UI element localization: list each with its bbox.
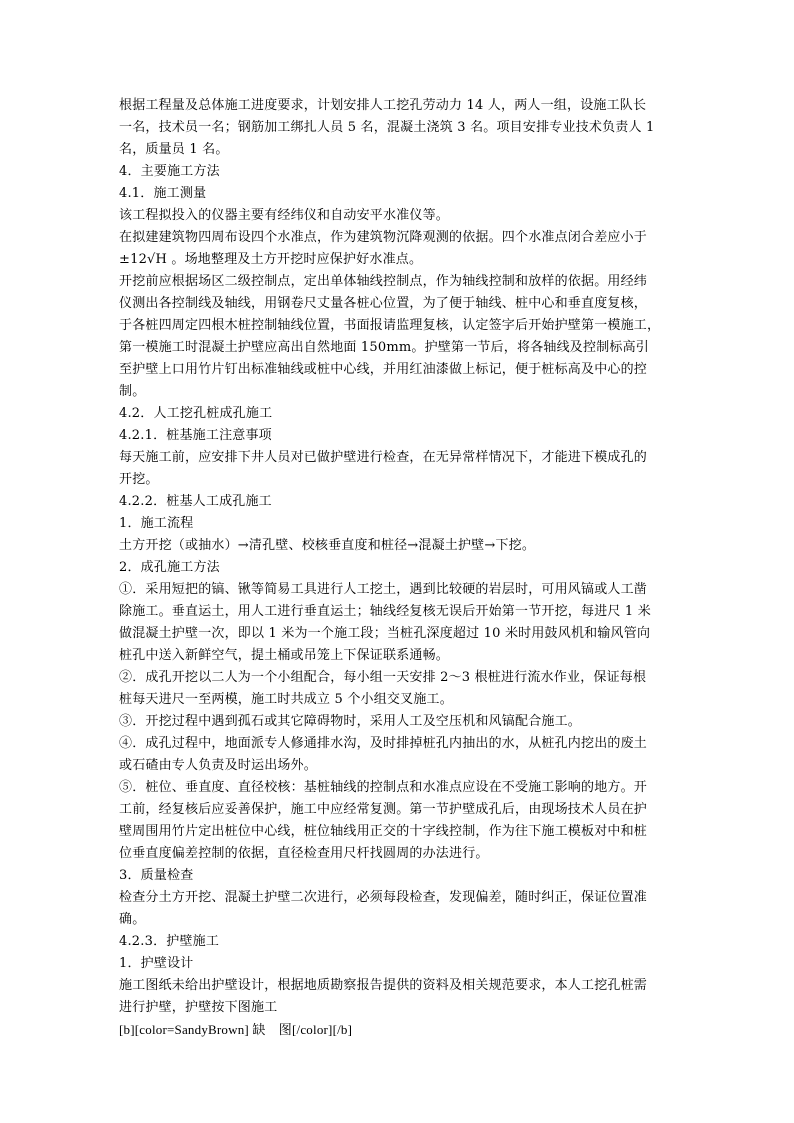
text-line: ±12√H 。场地整理及土方开挖时应保护好水准点。 xyxy=(119,252,423,267)
text-line: 除施工。垂直运土，用人工进行垂直运土；轴线经复核无误后开始第一节开挖，每进尺 1 米 xyxy=(119,604,651,619)
text-line: 根据工程量及总体施工进度要求，计划安排人工挖孔劳动力 14 人，两人一组，设施工队长 xyxy=(119,98,647,113)
text-line: 确。 xyxy=(119,912,146,927)
text-line: 壁周围用竹片定出桩位中心线，桩位轴线用正交的十字线控制，作为往下施工模板对中和桩 xyxy=(119,824,648,839)
text-line: 仪测出各控制线及轴线，用钢卷尺丈量各桩心位置，为了便于轴线、桩中心和垂直度复核， xyxy=(119,296,648,311)
text-line: ④．成孔过程中，地面派专人修通排水沟，及时排掉桩孔内抽出的水，从桩孔内挖出的废土 xyxy=(119,736,648,751)
text-line: 1．施工流程 xyxy=(119,516,194,531)
text-line: [b][color=SandyBrown] 缺 图[/color][/b] xyxy=(119,1022,353,1037)
text-line: 进行护壁，护壁按下图施工 xyxy=(119,1000,278,1015)
text-line: 4.2.1．桩基施工注意事项 xyxy=(119,428,272,443)
text-line: 2．成孔施工方法 xyxy=(119,560,220,575)
text-line: 4.1．施工测量 xyxy=(119,186,207,201)
document-body xyxy=(119,95,679,1041)
text-line: 工前，经复核后应妥善保护，施工中应经常复测。第一节护壁成孔后，由现场技术人员在护 xyxy=(119,802,648,817)
text-line: 4.2.2．桩基人工成孔施工 xyxy=(119,494,272,509)
text-line: 该工程拟投入的仪器主要有经纬仪和自动安平水准仪等。 xyxy=(119,208,450,223)
text-line: ③．开挖过程中遇到孤石或其它障碍物时，采用人工及空压机和风镐配合施工。 xyxy=(119,714,582,729)
text-line: 名，质量员 1 名。 xyxy=(119,142,229,157)
text-line: 或石碴由专人负责及时运出场外。 xyxy=(119,758,318,773)
text-line: 施工图纸未给出护壁设计，根据地质勘察报告提供的资料及相关规范要求，本人工挖孔桩需 xyxy=(119,978,648,993)
text-line: 1．护壁设计 xyxy=(119,956,194,971)
text-line: 制。 xyxy=(119,384,146,399)
text-line: 4.2．人工挖孔桩成孔施工 xyxy=(119,406,273,421)
text-line: 土方开挖（或抽水）→清孔壁、校核垂直度和桩径→混凝土护壁→下挖。 xyxy=(119,538,536,553)
text-line: ②．成孔开挖以二人为一个小组配合，每小组一天安排 2～3 根桩进行流水作业，保证每根 xyxy=(119,670,647,685)
text-line: 至护壁上口用竹片钉出标准轴线或桩中心线，并用红油漆做上标记，便于桩标高及中心的控 xyxy=(119,362,648,377)
text-line: 开挖。 xyxy=(119,472,159,487)
text-line: ①．采用短把的镐、锹等简易工具进行人工挖土，遇到比较硬的岩层时，可用风镐或人工凿 xyxy=(119,582,648,597)
text-line: 开挖前应根据场区二级控制点，定出单体轴线控制点，作为轴线控制和放样的依据。用经纬 xyxy=(119,274,648,289)
text-line: 4.2.3．护壁施工 xyxy=(119,934,220,949)
text-line: 检查分土方开挖、混凝土护壁二次进行，必须每段检查，发现偏差，随时纠正，保证位置准 xyxy=(119,890,648,905)
text-line: 4．主要施工方法 xyxy=(119,164,220,179)
text-line: 于各桩四周定四根木桩控制轴线位置，书面报请监理复核，认定签字后开始护壁第一模施工， xyxy=(119,318,661,333)
text-line: 做混凝土护壁一次，即以 1 米为一个施工段；当桩孔深度超过 10 米时用鼓风机和输风管向 xyxy=(119,626,651,641)
text-line: 第一模施工时混凝土护壁应高出自然地面 150mm。护壁第一节后，将各轴线及控制标高引 xyxy=(119,340,649,355)
text-line: 一名，技术员一名；钢筋加工绑扎人员 5 名，混凝土浇筑 3 名。项目安排专业技术负责人 1 xyxy=(119,120,655,135)
text-line: 桩孔中送入新鲜空气，提土桶或吊笼上下保证联系通畅。 xyxy=(119,648,450,663)
text-line: 每天施工前，应安排下井人员对已做护壁进行检查，在无异常样情况下，才能进下模成孔的 xyxy=(119,450,648,465)
text-line: 位垂直度偏差控制的依据，直径检查用尺杆找圆周的办法进行。 xyxy=(119,846,489,861)
text-line: ⑤．桩位、垂直度、直径校核：基桩轴线的控制点和水准点应设在不受施工影响的地方。开 xyxy=(119,780,648,795)
text-line: 桩每天进尺一至两模，施工时共成立 5 个小组交叉施工。 xyxy=(119,692,453,707)
text-line: 在拟建建筑物四周布设四个水准点，作为建筑物沉降观测的依据。四个水准点闭合差应小于 xyxy=(119,230,648,245)
text-line: 3．质量检查 xyxy=(119,868,194,883)
